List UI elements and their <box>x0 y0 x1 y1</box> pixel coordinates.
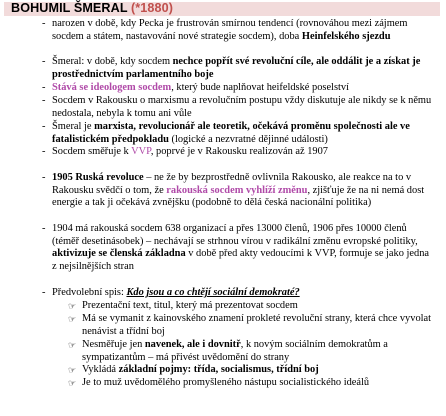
list-item: - Socdem směřuje k VVP, poprvé je v Rakousku realizován až 1907 <box>42 146 328 157</box>
sub-list-item: ☞ Má se vymanit z kainovského znamení prokleté revoluční strany, která chce vyvolat nenávist a třídní boj <box>68 313 432 337</box>
list-item: - Šmeral je marxista, revolucionář ale teoretik, očekává proměnu společnosti ale ve fatalistickém předpokladu (logické a nezvratné dějinné události) <box>42 121 410 145</box>
pamphlet-title: Kdo jsou a co chtějí sociální demokraté? <box>126 287 300 298</box>
arrow-bullet-icon: ☞ <box>68 365 77 375</box>
list-item: - Předvolební spis: Kdo jsou a co chtějí sociální demokraté? <box>42 287 300 298</box>
page-title <box>11 2 173 15</box>
arrow-bullet-icon: ☞ <box>68 340 77 350</box>
list-item: - Socdem v Rakousku o marxismu a revolučním postupu vždy diskutuje ale nikdy se k němu nedostala, nebyla k tomu ani vůle <box>42 95 432 119</box>
sub-list-item: ☞ Prezentační text, titul, který má prezentovat socdem <box>68 300 298 311</box>
sub-list-item: ☞ Nesměřuje jen navenek, ale i dovnitř, k novým sociálním demokratům a sympatizantům – má přivést uvědomění do strany <box>68 339 388 363</box>
dash-bullet: - <box>42 56 46 67</box>
dash-bullet: - <box>42 146 46 157</box>
title-bar <box>4 2 440 16</box>
sub-list-item: ☞ Vykládá základní pojmy: třída, socialismus, třídní boj <box>68 364 319 375</box>
dash-bullet: - <box>42 121 46 132</box>
list-item: - narozen v době, kdy Pecka je frustrován smírnou tendencí (rovnováhou mezi zájmem socdem a státem, nastavování nové strategie socdem), doba Heinfelského sjezdu <box>42 18 408 42</box>
list-item: - 1905 Ruská revoluce – ne že by bezprostředně ovlivnila Rakousko, ale reakce na to v Rakousku svědčí o tom, že rakouská socdem vyhlíží změnu, zjišťuje že na ni nemá dost energie a tak ji očekává zvnějšku (podobně to dělá česká nacionální politika) <box>42 172 425 209</box>
arrow-bullet-icon: ☞ <box>68 314 77 324</box>
title-name: BOHUMIL ŠMERAL <box>11 1 128 15</box>
dash-bullet: - <box>42 95 46 106</box>
sub-list-item: ☞ Je to muž uvědomělého promyšleného nástupu socialistického ideálů <box>68 377 370 388</box>
list-item: - 1904 má rakouská socdem 638 organizací a přes 13000 členů, 1906 přes 10000 členů (téměř desetinásobek) – nechávají se strhnou vírou v radikální změnu evropské politiky, aktivizuje se členská základna v době před akty vedoucími k VVP, formuje se jako jedna z nejsilnějších stran <box>42 223 430 272</box>
list-item: - Stává se ideologem socdem, který bude naplňovat heifeldské poselství <box>42 82 349 93</box>
dash-bullet: - <box>42 82 46 93</box>
arrow-bullet-icon: ☞ <box>68 301 77 311</box>
arrow-bullet-icon: ☞ <box>68 378 77 388</box>
dash-bullet: - <box>42 287 46 298</box>
title-year: (*1880) <box>131 1 174 15</box>
dash-bullet: - <box>42 18 46 29</box>
dash-bullet: - <box>42 223 46 234</box>
dash-bullet: - <box>42 172 46 183</box>
list-item: - Šmeral: v době, kdy socdem nechce popřít své revoluční cíle, ale oddálit je a získat je prostřednictvím parlamentního boje <box>42 56 421 80</box>
